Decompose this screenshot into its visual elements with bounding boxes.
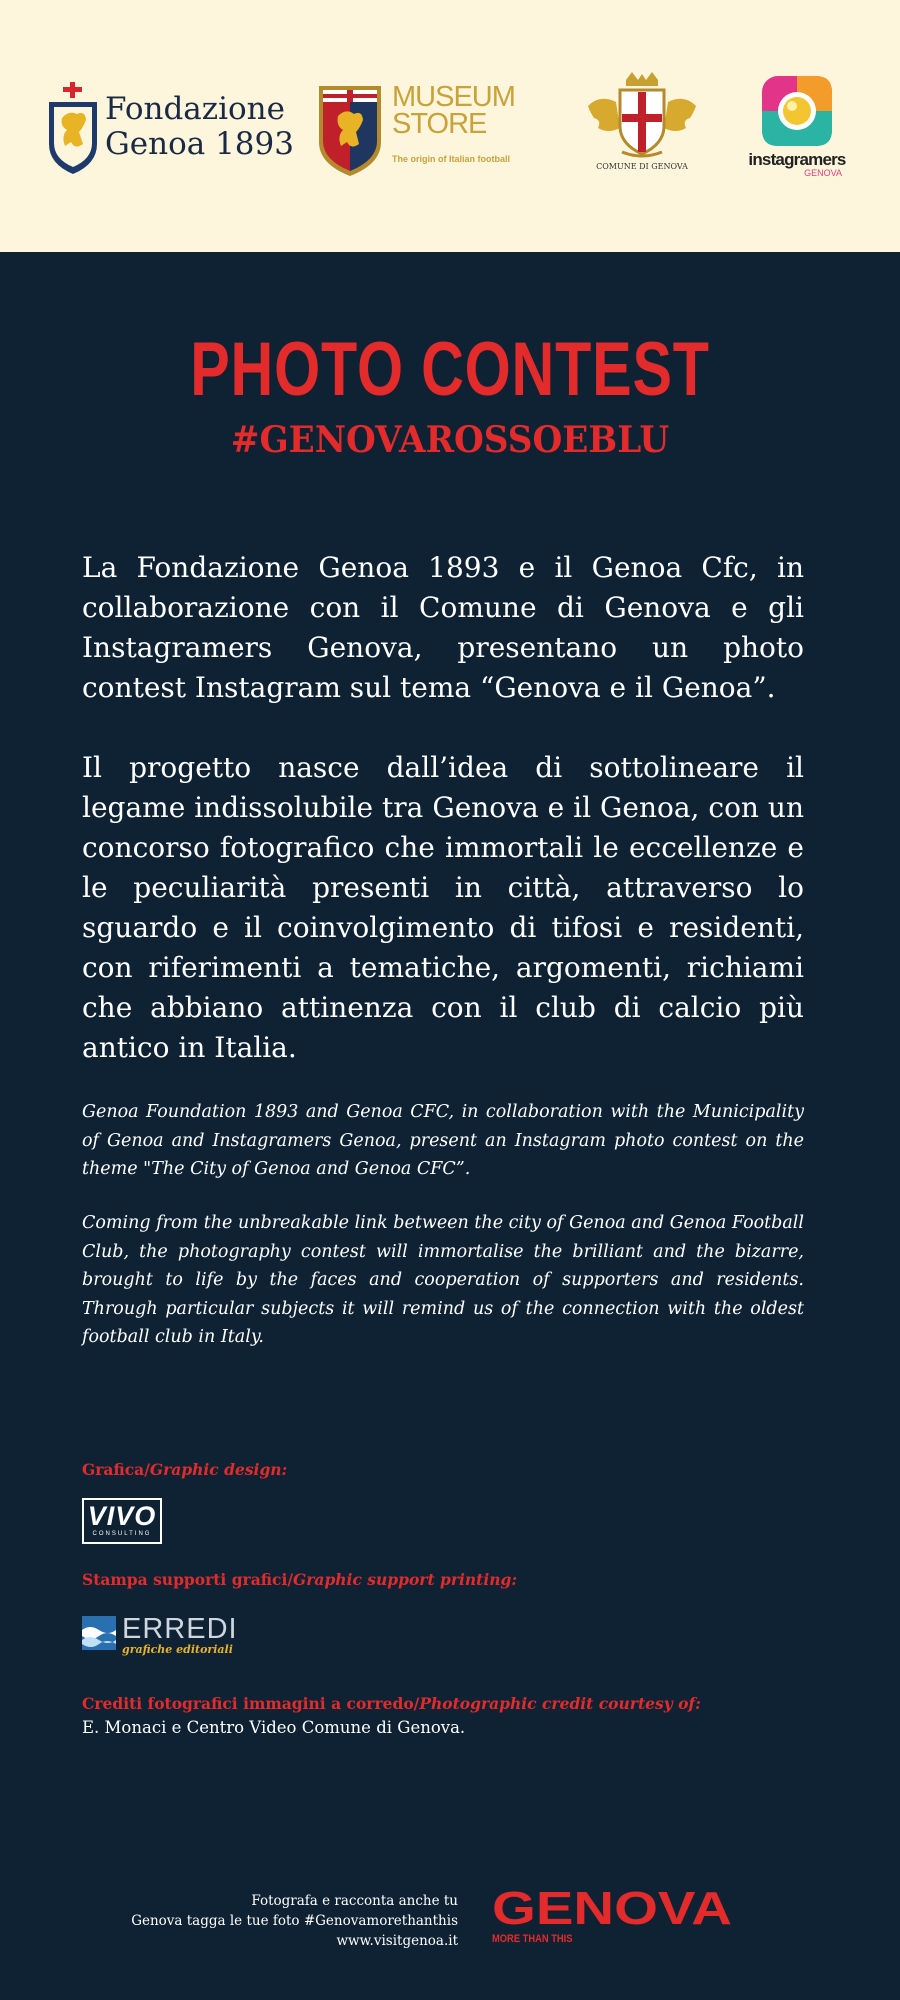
museum-store-tagline: The origin of Italian football: [392, 154, 510, 164]
footer-line-2: Genova tagga le tue foto #Genovamorethanthis: [131, 1913, 458, 1929]
instagramers-icon: [762, 76, 832, 146]
instagramers-wordmark: instagramers: [748, 150, 846, 169]
footer-line-1: Fotografa e racconta anche tu: [251, 1893, 458, 1909]
vivo-subtitle: CONSULTING: [92, 1531, 152, 1537]
city-coat-of-arms-icon: [582, 72, 702, 160]
genoa-shield-icon: [45, 80, 101, 176]
vivo-wordmark: VIVO: [87, 1501, 157, 1531]
photo-credit-value: E. Monaci e Centro Video Comune di Genova.: [82, 1718, 466, 1737]
photo-credit-label: [82, 1694, 701, 1713]
contest-title: PHOTO CONTEST: [190, 327, 710, 412]
graphic-design-label: [82, 1460, 287, 1479]
genoa-1893-line: Genoa 1893: [105, 126, 294, 162]
logo-header: [0, 0, 900, 252]
fondazione-genoa-logo: [45, 80, 295, 178]
project-paragraph-en: Coming from the unbreakable link between the city of Genoa and Genoa Football Club, the photography contest will immortalise the brilliant and the bizarre, brought to life by the faces and cooperation of supporters and residents. Through particular subjects it will remind us of the connection with the oldest football club in Italy.: [82, 1213, 804, 1347]
erredi-wordmark: ERREDI: [122, 1613, 238, 1645]
museum-store-title: [392, 81, 515, 140]
project-paragraph-it: Il progetto nasce dall’idea di sottolineare il legame indissolubile tra Genova e il Genoa, con un concorso fotografico che immortali le eccellenze e le peculiarità presenti in città, attraverso lo sguardo e il coinvolgimento di tifosi e residenti, con riferimenti a tematiche, argomenti, richiami che abbiano attinenza con il club di calcio più antico in Italia.: [82, 751, 804, 1064]
comune-di-genova-logo: [582, 72, 702, 176]
erredi-wave-icon: [82, 1616, 116, 1650]
graphic-design-label-it: Grafica/: [82, 1460, 150, 1479]
genoa-cfc-crest-icon: [316, 82, 384, 178]
intro-paragraph-en: Genoa Foundation 1893 and Genoa CFC, in collaboration with the Municipality of Genoa and Instagramers Genoa, present an Instagram photo contest on the theme "The City of Genoa and Genoa CFC”.: [82, 1102, 804, 1179]
fondazione-genoa-wordmark: [105, 92, 294, 162]
intro-paragraph-it: La Fondazione Genoa 1893 e il Genoa Cfc, in collaborazione con il Comune di Genova e gli Instagramers Genova, presentano un photo contest Instagram sul tema “Genova e il Genoa”.: [82, 551, 804, 704]
genova-wordmark: [492, 1880, 736, 1932]
comune-caption: COMUNE DI GENOVA: [596, 162, 688, 171]
store-word: STORE: [392, 108, 487, 140]
footer-website-link[interactable]: www.visitgenoa.it: [336, 1933, 458, 1949]
vivo-consulting-logo: [82, 1498, 162, 1544]
genova-brand-text: GENOVA: [492, 1882, 732, 1932]
museum-word: MUSEUM: [392, 81, 515, 113]
photo-credit-label-it: Crediti fotografici immagini a corredo/: [82, 1694, 420, 1713]
fondazione-line: Fondazione: [105, 91, 285, 127]
instagramers-genova-logo: [742, 76, 852, 176]
printing-label-en: Graphic support printing:: [293, 1570, 518, 1589]
printing-label-it: Stampa supporti grafici/: [82, 1570, 293, 1589]
erredi-subtitle: grafiche editoriali: [122, 1643, 233, 1656]
printing-label: [82, 1570, 517, 1589]
instagramers-genova-label: GENOVA: [804, 168, 842, 178]
erredi-logo: [82, 1614, 272, 1656]
more-than-this-tag: MORE THAN THIS: [492, 1933, 573, 1945]
photo-credit-label-en: Photographic credit courtesy of:: [419, 1694, 701, 1713]
contest-hashtag: #GENOVAROSSOEBLU: [230, 419, 670, 461]
genova-more-than-this-logo: [492, 1880, 736, 1950]
graphic-design-label-en: Graphic design:: [149, 1460, 288, 1479]
footer-caption: [131, 1891, 458, 1951]
museum-store-logo: [316, 80, 538, 180]
